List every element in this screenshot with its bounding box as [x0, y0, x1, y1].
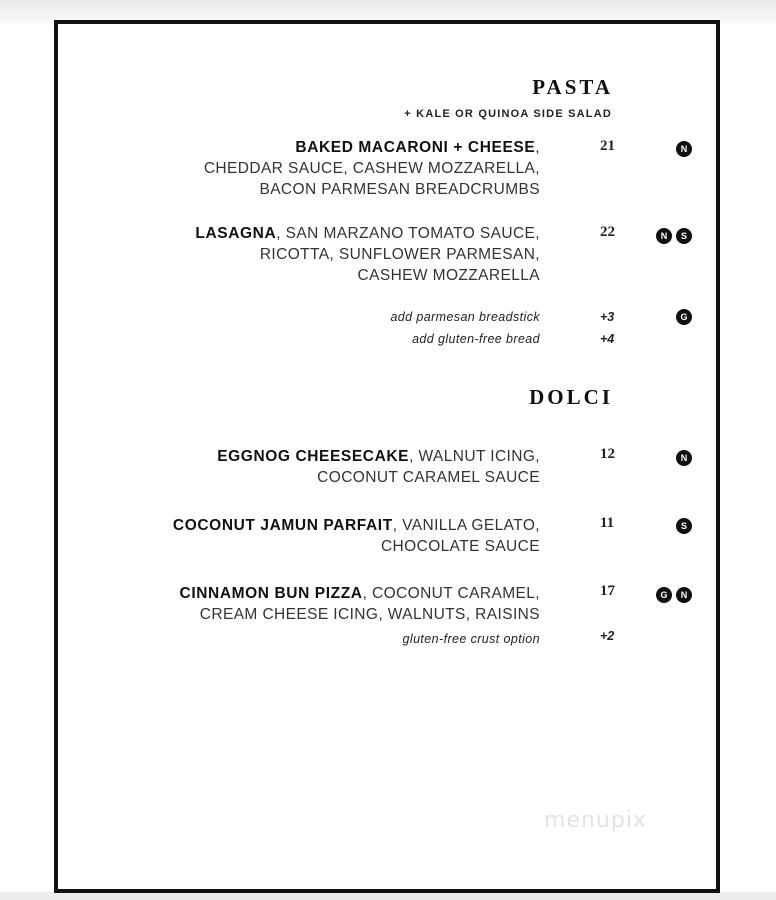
item-price: 21: [600, 138, 615, 154]
item-description-line: CASHEW MOZZARELLA: [357, 267, 540, 284]
item-description-line: CHOCOLATE SAUCE: [380, 538, 540, 555]
dietary-badges: [676, 141, 692, 157]
item-name: EGGNOG CHEESECAKE: [217, 448, 410, 465]
addon-price: +2: [600, 629, 615, 643]
item-price: 12: [600, 446, 615, 462]
item-description-line: COCONUT CARAMEL SAUCE: [317, 469, 540, 486]
menu-item-macaroni: [204, 137, 540, 200]
dietary-badges: [676, 309, 692, 325]
item-description-line: , COCONUT CARAMEL,: [362, 585, 540, 602]
section-title-pasta: PASTA: [532, 75, 613, 99]
dietary-badges: [656, 228, 692, 244]
item-description-line: , SAN MARZANO TOMATO SAUCE,: [276, 225, 540, 242]
addon-gluten-free-crust: gluten-free crust option: [402, 632, 540, 646]
nut-badge-icon: N: [676, 141, 692, 157]
dietary-badges: [656, 587, 692, 603]
item-description-line: ,: [535, 139, 540, 156]
item-description-line: , WALNUT ICING,: [409, 448, 540, 465]
item-description-line: CREAM CHEESE ICING, WALNUTS, RAISINS: [199, 606, 540, 623]
dietary-badges: [676, 450, 692, 466]
nut-badge-icon: N: [676, 587, 692, 603]
section-subtitle-pasta: + KALE OR QUINOA SIDE SALAD: [404, 108, 612, 120]
item-price: 11: [600, 515, 615, 531]
addon-parmesan-breadstick: add parmesan breadstick: [390, 310, 540, 324]
item-name: CINNAMON BUN PIZZA: [179, 585, 363, 602]
item-description-line: RICOTTA, SUNFLOWER PARMESAN,: [259, 246, 540, 263]
nut-badge-icon: N: [676, 450, 692, 466]
dietary-badges: [676, 518, 692, 534]
nut-badge-icon: N: [656, 228, 672, 244]
item-name: COCONUT JAMUN PARFAIT: [172, 517, 393, 534]
item-description-line: BACON PARMESAN BREADCRUMBS: [259, 181, 540, 198]
menu-item-coconut-jamun-parfait: [173, 515, 540, 557]
item-name: BAKED MACARONI + CHEESE: [295, 139, 536, 156]
menu-page: [54, 20, 720, 893]
gluten-badge-icon: G: [656, 587, 672, 603]
item-price: 17: [600, 583, 615, 599]
item-description-line: , VANILLA GELATO,: [392, 517, 540, 534]
photo-edge-bottom: [0, 892, 776, 900]
watermark-logo: menupix: [544, 808, 647, 833]
item-description-line: CHEDDAR SAUCE, CASHEW MOZZARELLA,: [203, 160, 540, 177]
menu-item-eggnog-cheesecake: [217, 446, 540, 488]
gluten-badge-icon: G: [676, 309, 692, 325]
addon-price: +4: [600, 332, 615, 346]
item-name: LASAGNA: [195, 225, 277, 242]
soy-badge-icon: S: [676, 518, 692, 534]
menu-item-cinnamon-bun-pizza: [180, 583, 540, 625]
addon-gluten-free-bread: add gluten-free bread: [412, 332, 540, 346]
menu-item-lasagna: [195, 223, 540, 286]
section-title-dolci: DOLCI: [529, 385, 613, 409]
addon-price: +3: [600, 310, 615, 324]
soy-badge-icon: S: [676, 228, 692, 244]
item-price: 22: [600, 224, 615, 240]
